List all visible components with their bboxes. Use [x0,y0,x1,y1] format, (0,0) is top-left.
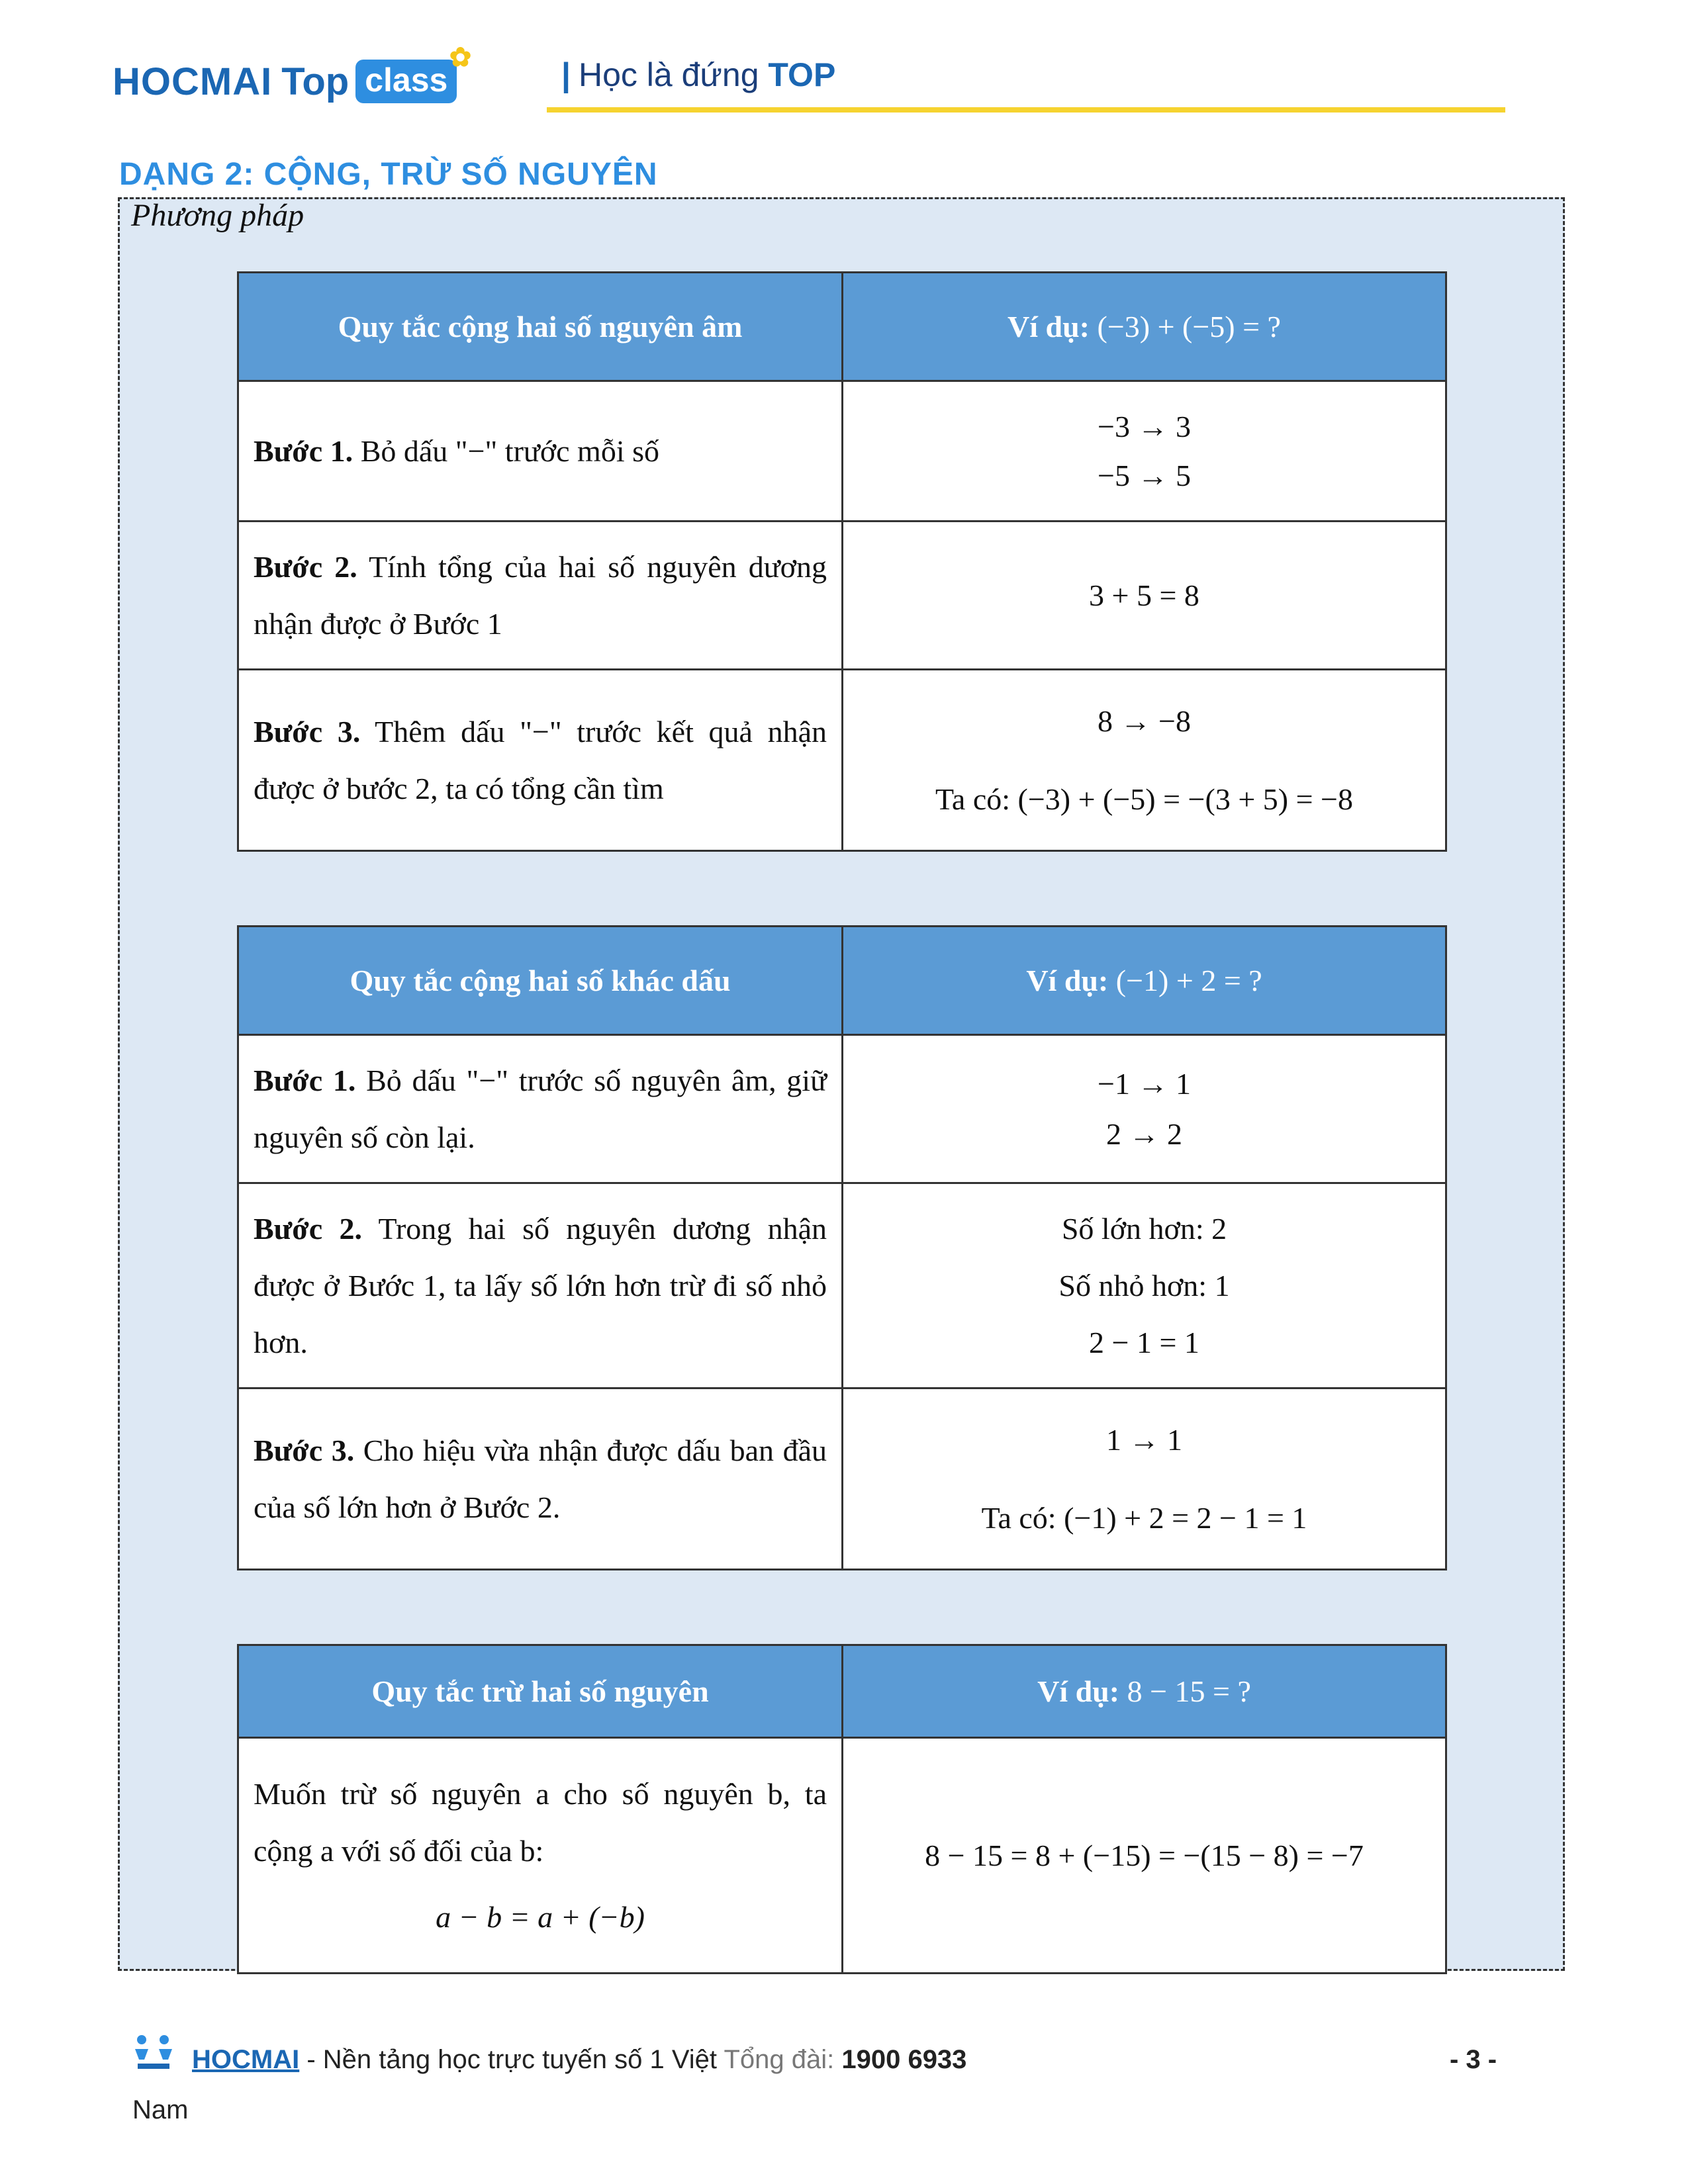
table-add-negatives [237,271,1447,852]
example-cell: −3 → 3 −5 → 5 [843,381,1446,522]
hocmai-topclass-logo [113,43,472,111]
step-cell: Bước 2. Tính tổng của hai số nguyên dương nhận được ở Bước 1 [238,522,843,670]
step-cell: Bước 3. Thêm dấu "−" trước kết quả nhận được ở bước 2, ta có tổng cần tìm [238,670,843,851]
table-row [238,1183,1446,1388]
step-cell: Muốn trừ số nguyên a cho số nguyên b, ta cộng a với số đối của b: a − b = a + (−b) [238,1738,843,1974]
example-cell: 8 → −8 Ta có: (−3) + (−5) = −(3 + 5) = −8 [843,670,1446,851]
rule-title: Quy tắc trừ hai số nguyên [238,1645,843,1738]
footer-brand-link[interactable]: HOCMAI [192,2045,300,2074]
example-cell: 3 + 5 = 8 [843,522,1446,670]
table-row [238,1388,1446,1570]
table-header-row [238,927,1446,1035]
table-row [238,670,1446,851]
page-number: - 3 - [1450,2045,1497,2074]
tagline: | Học là đứng TOP [561,56,836,93]
table-header-row [238,273,1446,381]
step-cell: Bước 2. Trong hai số nguyên dương nhận được ở Bước 1, ta lấy số lớn hơn trừ đi số nhỏ hơn. [238,1183,843,1388]
rule-title: Quy tắc cộng hai số khác dấu [238,927,843,1035]
table-subtract-integers [237,1644,1447,1974]
table-row [238,381,1446,522]
example-cell: 1 → 1 Ta có: (−1) + 2 = 2 − 1 = 1 [843,1388,1446,1570]
table-row [238,1738,1446,1974]
table-row [238,522,1446,670]
step-cell: Bước 3. Cho hiệu vừa nhận được dấu ban đầu của số lớn hơn ở Bước 2. [238,1388,843,1570]
hocmai-people-icon [132,2033,175,2073]
table-row [238,1035,1446,1183]
footer-text-wrap: Nam [132,2095,189,2124]
rule-title: Quy tắc cộng hai số nguyên âm [238,273,843,381]
star-icon: ✿ [449,43,472,72]
table-header-row [238,1645,1446,1738]
header-divider [547,107,1505,113]
subtraction-formula: a − b = a + (−b) [436,1899,645,1934]
example-title: Ví dụ: (−1) + 2 = ? [843,927,1446,1035]
logo-class-badge: class ✿ [355,60,457,103]
logo-hocmai-text: HOCMAI [113,60,273,103]
example-cell: 8 − 15 = 8 + (−15) = −(15 − 8) = −7 [843,1738,1446,1974]
footer-text: HOCMAI - Nền tảng học trực tuyến số 1 Việt Tổng đài: 1900 6933 [192,2045,967,2074]
example-cell: −1 → 1 2 → 2 [843,1035,1446,1183]
section-title: DẠNG 2: CỘNG, TRỪ SỐ NGUYÊN [119,157,658,192]
step-cell: Bước 1. Bỏ dấu "−" trước số nguyên âm, giữ nguyên số còn lại. [238,1035,843,1183]
step-cell: Bước 1. Bỏ dấu "−" trước mỗi số [238,381,843,522]
example-cell: Số lớn hơn: 2 Số nhỏ hơn: 1 2 − 1 = 1 [843,1183,1446,1388]
table-add-different-signs [237,925,1447,1570]
example-title: Ví dụ: (−3) + (−5) = ? [843,273,1446,381]
example-title: Ví dụ: 8 − 15 = ? [843,1645,1446,1738]
method-label: Phương pháp [131,198,305,233]
logo-top-text: Top [281,60,350,103]
